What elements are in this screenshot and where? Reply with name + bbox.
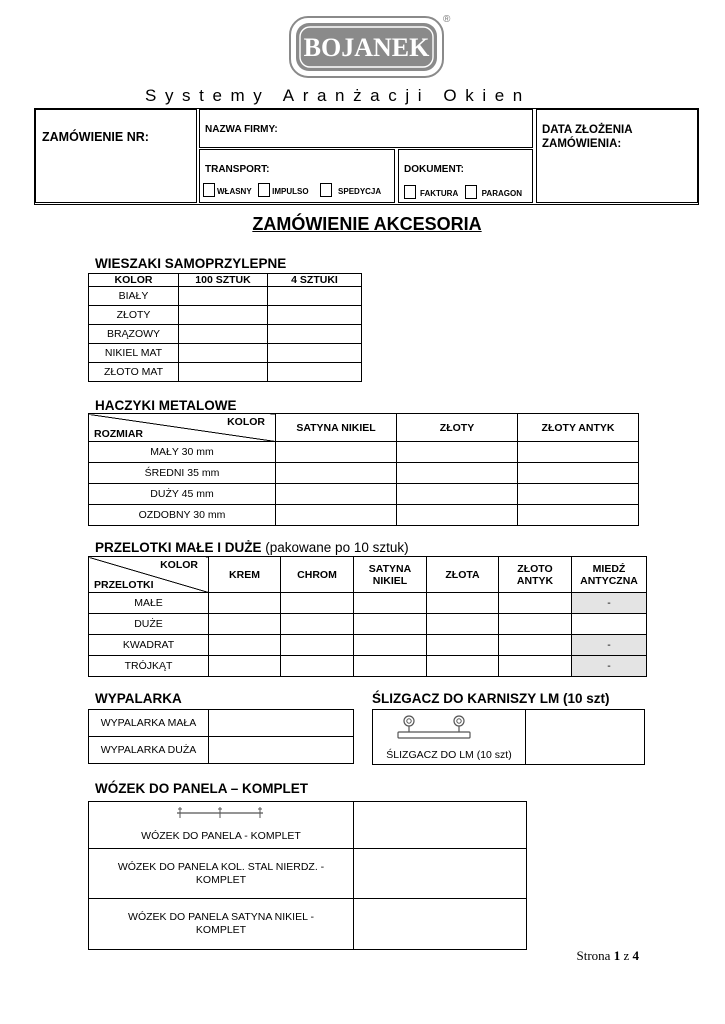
slizgacz-table (372, 709, 645, 765)
order-number-cell (35, 109, 197, 203)
quantity-cell[interactable] (354, 593, 427, 614)
unavailable-cell: - (572, 635, 647, 656)
przelotki-title: PRZELOTKI MAŁE I DUŻE (95, 540, 262, 555)
section-title-wozek: WÓZEK DO PANELA – KOMPLET (95, 781, 309, 796)
row-label: DUŻY 45 mm (89, 484, 276, 505)
quantity-cell[interactable] (281, 593, 354, 614)
quantity-cell[interactable] (427, 656, 499, 677)
col-header: ZŁOTY ANTYK (518, 414, 639, 442)
corner-top-label: KOLOR (227, 416, 265, 428)
haczyki-table (88, 413, 639, 526)
quantity-cell[interactable] (427, 614, 499, 635)
row-label: MAŁE (89, 593, 209, 614)
quantity-cell[interactable] (572, 614, 647, 635)
col-header: ZŁOTO ANTYK (499, 557, 572, 593)
quantity-cell[interactable] (397, 484, 518, 505)
slider-glide-icon (395, 713, 475, 743)
quantity-cell[interactable] (268, 287, 362, 306)
diagonal-header (89, 557, 209, 593)
row-label: BRĄZOWY (89, 325, 179, 344)
transport-option-label: IMPULSO (272, 187, 309, 196)
corner-bottom-label: ROZMIAR (94, 428, 143, 440)
quantity-cell[interactable] (354, 614, 427, 635)
quantity-cell[interactable] (276, 442, 397, 463)
row-label: MAŁY 30 mm (89, 442, 276, 463)
transport-option-label: WŁASNY (217, 187, 252, 196)
page-number (577, 948, 639, 964)
quantity-cell[interactable] (179, 287, 268, 306)
section-title-slizgacz: ŚLIZGACZ DO KARNISZY LM (10 szt) (372, 691, 610, 706)
row-label: WÓZEK DO PANELA SATYNA NIKIEL - KOMPLET (89, 899, 354, 950)
page-prefix: Strona (576, 948, 611, 963)
corner-bottom-label: PRZELOTKI (94, 579, 154, 591)
row-label: BIAŁY (89, 287, 179, 306)
quantity-cell[interactable] (281, 614, 354, 635)
wieszaki-table (88, 273, 362, 382)
col-header: MIEDŹ ANTYCZNA (572, 557, 647, 593)
unavailable-cell: - (572, 656, 647, 677)
row-label: NIKIEL MAT (89, 344, 179, 363)
quantity-cell[interactable] (179, 344, 268, 363)
col-header: ZŁOTA (427, 557, 499, 593)
col-header: KREM (209, 557, 281, 593)
quantity-cell[interactable] (268, 325, 362, 344)
corner-top-label: KOLOR (160, 559, 198, 571)
row-label: WYPALARKA DUŻA (89, 737, 209, 764)
row-label: OZDOBNY 30 mm (89, 505, 276, 526)
quantity-cell[interactable] (499, 635, 572, 656)
quantity-cell[interactable] (518, 463, 639, 484)
transport-spedycja-checkbox[interactable] (320, 183, 332, 197)
row-label: WÓZEK DO PANELA KOL. STAL NIERDZ. - KOMPLET (89, 849, 354, 899)
col-header: CHROM (281, 557, 354, 593)
transport-cell (199, 149, 395, 203)
quantity-cell[interactable] (209, 593, 281, 614)
quantity-cell[interactable] (179, 325, 268, 344)
diagonal-header (89, 414, 276, 442)
col-header: ZŁOTY (397, 414, 518, 442)
transport-impulso-checkbox[interactable] (258, 183, 270, 197)
quantity-cell[interactable] (499, 614, 572, 635)
row-label: TRÓJKĄT (89, 656, 209, 677)
section-title-haczyki: HACZYKI METALOWE (95, 398, 237, 413)
quantity-cell[interactable] (397, 442, 518, 463)
przelotki-table (88, 556, 647, 677)
wozek-label-cell (89, 802, 354, 849)
quantity-cell[interactable] (268, 344, 362, 363)
quantity-cell[interactable] (268, 306, 362, 325)
quantity-cell[interactable] (518, 484, 639, 505)
order-date-cell[interactable] (536, 109, 698, 203)
current-page: 1 (613, 948, 621, 963)
quantity-cell[interactable] (281, 656, 354, 677)
quantity-cell[interactable] (209, 635, 281, 656)
quantity-cell[interactable] (281, 635, 354, 656)
slizgacz-label-cell (373, 710, 526, 765)
page-title: ZAMÓWIENIE AKCESORIA (252, 214, 482, 234)
quantity-cell[interactable] (209, 737, 354, 764)
wypalarka-table (88, 709, 354, 764)
col-header: 100 SZTUK (179, 274, 268, 287)
col-header: 4 SZTUKI (268, 274, 362, 287)
quantity-cell[interactable] (354, 899, 527, 950)
section-title-przelotki (95, 540, 409, 555)
quantity-cell[interactable] (518, 505, 639, 526)
order-number-label: ZAMÓWIENIE NR: (42, 130, 149, 144)
row-label: KWADRAT (89, 635, 209, 656)
order-date-label: DATA ZŁOŻENIA ZAMÓWIENIA: (542, 124, 633, 150)
quantity-cell[interactable] (276, 484, 397, 505)
col-header: SATYNA NIKIEL (276, 414, 397, 442)
quantity-cell[interactable] (209, 614, 281, 635)
quantity-cell[interactable] (209, 656, 281, 677)
quantity-cell[interactable] (276, 505, 397, 526)
company-name-label: NAZWA FIRMY: (205, 124, 278, 135)
row-label: WÓZEK DO PANELA - KOMPLET (141, 830, 301, 842)
quantity-cell[interactable] (427, 593, 499, 614)
row-label: WYPALARKA MAŁA (89, 710, 209, 737)
total-pages: 4 (632, 948, 639, 963)
quantity-cell[interactable] (526, 710, 645, 765)
document-paragon-checkbox[interactable] (465, 185, 477, 199)
unavailable-cell: - (572, 593, 647, 614)
quantity-cell[interactable] (354, 802, 527, 849)
row-label: ZŁOTO MAT (89, 363, 179, 382)
transport-label: TRANSPORT: (205, 164, 270, 175)
document-option-label: FAKTURA (420, 189, 459, 198)
przelotki-note: (pakowane po 10 sztuk) (265, 540, 409, 555)
quantity-cell[interactable] (427, 635, 499, 656)
quantity-cell[interactable] (354, 635, 427, 656)
document-option-label: PARAGON (481, 189, 522, 198)
logo-text: BOJANEK (303, 33, 430, 62)
quantity-cell[interactable] (179, 306, 268, 325)
quantity-cell[interactable] (268, 363, 362, 382)
registered-mark: ® (443, 14, 451, 25)
wozek-table (88, 801, 527, 950)
quantity-cell[interactable] (209, 710, 354, 737)
quantity-cell[interactable] (397, 463, 518, 484)
quantity-cell[interactable] (499, 656, 572, 677)
bojanek-logo (289, 16, 444, 78)
quantity-cell[interactable] (518, 442, 639, 463)
page-sep: z (623, 948, 630, 963)
section-title-wieszaki: WIESZAKI SAMOPRZYLEPNE (95, 256, 287, 271)
section-title-wypalarka: WYPALARKA (95, 691, 182, 706)
row-label: DUŻE (89, 614, 209, 635)
transport-option-label: SPEDYCJA (338, 187, 382, 196)
quantity-cell[interactable] (499, 593, 572, 614)
col-header: SATYNA NIKIEL (354, 557, 427, 593)
col-header: KOLOR (89, 274, 179, 287)
document-label: DOKUMENT: (404, 164, 464, 175)
panel-carriage-icon (175, 805, 265, 819)
row-label: ZŁOTY (89, 306, 179, 325)
document-cell (398, 149, 533, 203)
quantity-cell[interactable] (354, 656, 427, 677)
quantity-cell[interactable] (354, 849, 527, 899)
row-label: ŚREDNI 35 mm (89, 463, 276, 484)
tagline: Systemy Aranżacji Okien (145, 86, 531, 105)
quantity-cell[interactable] (276, 463, 397, 484)
quantity-cell[interactable] (179, 363, 268, 382)
slizgacz-label: ŚLIZGACZ DO LM (10 szt) (386, 749, 512, 761)
document-faktura-checkbox[interactable] (404, 185, 416, 199)
transport-wlasny-checkbox[interactable] (203, 183, 215, 197)
quantity-cell[interactable] (397, 505, 518, 526)
company-name-cell[interactable] (199, 109, 533, 148)
